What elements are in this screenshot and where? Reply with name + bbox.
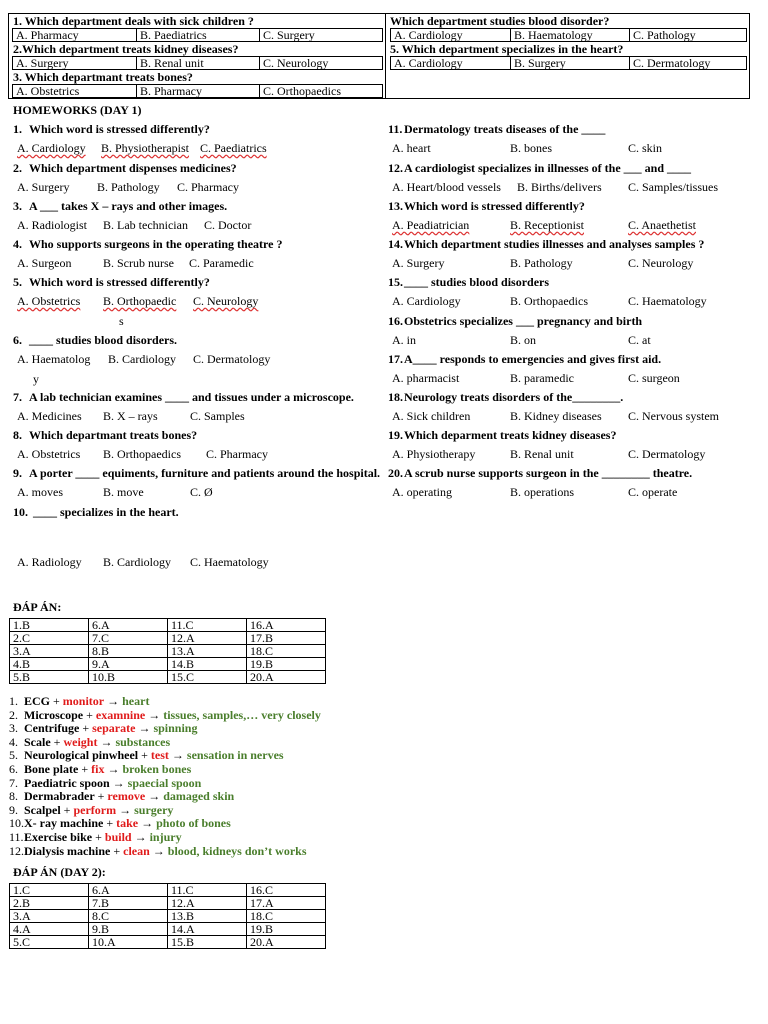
answer-cell: 12.A — [168, 632, 247, 645]
hw-question-4 — [13, 237, 282, 252]
hw-question-number: 16. — [388, 314, 403, 328]
hw-question-text: Which departmant treats bones? — [29, 428, 198, 442]
hw-option[interactable]: A. Obstetrics — [17, 294, 81, 308]
hw-option[interactable]: C. skin — [628, 141, 663, 155]
hw-option[interactable]: B. Renal unit — [510, 447, 574, 461]
hw-question-number: 13. — [388, 199, 403, 213]
answer-cell: 12.A — [168, 897, 247, 910]
hw-option[interactable]: C. Pharmacy — [206, 447, 268, 461]
equipment-action: clean — [123, 843, 150, 858]
hw-question-number: 3. — [13, 199, 22, 213]
hw-option[interactable]: C. Nervous system — [628, 409, 719, 423]
answer-cell: 3.A — [10, 645, 89, 658]
equipment-action: take — [116, 816, 139, 831]
hw-option[interactable]: B. Births/delivers — [517, 180, 602, 194]
hw-option[interactable]: B. on — [510, 333, 537, 347]
equipment-result: blood, kidneys don’t works — [167, 843, 307, 858]
hw-option[interactable]: A. Radiology — [17, 555, 82, 569]
answer-cell: 1.C — [10, 884, 89, 897]
box-option[interactable]: B. Pharmacy — [136, 85, 259, 97]
equipment-item — [9, 845, 321, 859]
equipment-number: 1. — [9, 694, 18, 708]
box-option[interactable]: A. Cardiology — [394, 29, 463, 41]
equipment-item — [9, 709, 321, 723]
plus-sign: + — [95, 829, 102, 844]
hw-option[interactable]: A. Haematolog — [17, 352, 91, 366]
answer-cell: 11.C — [168, 884, 247, 897]
hw-option[interactable]: A. heart — [392, 141, 431, 155]
hw-option[interactable]: C. surgeon — [628, 371, 680, 385]
hw-option[interactable]: B. Receptionist — [510, 218, 584, 232]
hw-question-12 — [388, 161, 691, 176]
arrow-right-icon: → — [134, 829, 147, 844]
hw-option[interactable]: B. Orthopaedics — [103, 447, 181, 461]
hw-option[interactable]: A. Cardiology — [392, 294, 461, 308]
hw-question-number: 8. — [13, 428, 22, 442]
equipment-name: ECG — [24, 694, 51, 708]
hw-question-number: 20. — [388, 466, 403, 480]
hw-option[interactable]: A. Peadiatrician — [392, 218, 470, 232]
table-row — [10, 897, 326, 910]
box-question: Which department studies blood disorder? — [390, 14, 610, 28]
hw-question-10 — [13, 505, 179, 520]
hw-option[interactable]: A. Heart/blood vessels — [392, 180, 501, 194]
hw-question-number: 14. — [388, 237, 403, 251]
equipment-number: 3. — [9, 721, 18, 736]
equipment-name: X- ray machine — [24, 816, 104, 831]
answer-cell: 6.A — [89, 884, 168, 897]
box-option[interactable]: B. Haematology — [510, 29, 629, 41]
hw-question-13 — [388, 199, 585, 214]
arrow-right-icon: → — [148, 789, 161, 804]
answers-table-day1 — [9, 618, 326, 684]
equipment-name: Scale — [24, 734, 51, 749]
hw-question-text: ____ specializes in the heart. — [33, 505, 179, 519]
equipment-list — [9, 695, 321, 858]
equipment-name: Centrifuge — [24, 721, 80, 736]
equipment-name: Exercise bike — [24, 829, 93, 844]
box-question: 1. Which department deals with sick children ? — [13, 14, 254, 28]
hw-question-text: Which word is stressed differently? — [29, 122, 210, 136]
hw-question-15 — [388, 275, 549, 290]
equipment-number: 11. — [9, 829, 24, 844]
arrow-right-icon: → — [152, 843, 165, 858]
plus-sign: + — [53, 734, 61, 749]
equipment-number: 5. — [9, 748, 18, 763]
quiz-box-right — [385, 14, 750, 98]
equipment-number: 10. — [9, 816, 24, 831]
equipment-result: substances — [115, 734, 171, 749]
quiz-box — [8, 13, 750, 99]
hw-question-number: 18. — [388, 390, 403, 404]
hw-option[interactable]: A. Obstetrics — [17, 447, 81, 461]
equipment-action: test — [150, 748, 169, 763]
equipment-result: surgery — [134, 802, 174, 817]
table-row — [10, 632, 326, 645]
hw-question-text: A ___ takes X – rays and other images. — [29, 199, 228, 213]
table-row — [10, 910, 326, 923]
equipment-number: 6. — [9, 761, 18, 776]
equipment-item — [9, 695, 321, 709]
box-options — [390, 28, 747, 42]
hw-question-text: A porter ____ equiments, furniture and patients around the hospital. — [29, 466, 381, 480]
box-option[interactable]: A. Obstetrics — [16, 85, 80, 97]
hw-option-wrap: y — [33, 372, 39, 386]
equipment-action: weight — [63, 734, 98, 749]
plus-sign: + — [97, 789, 105, 804]
arrow-right-icon: → — [148, 707, 161, 722]
hw-option[interactable]: C. operate — [628, 485, 678, 499]
hw-option[interactable]: C. Haematology — [628, 294, 707, 308]
equipment-result: photo of bones — [156, 816, 231, 831]
hw-question-text: Which word is stressed differently? — [404, 199, 585, 213]
hw-question-7 — [13, 390, 354, 405]
equipment-item — [9, 777, 321, 791]
hw-question-text: A scrub nurse supports surgeon in the ________ theatre. — [404, 466, 693, 480]
hw-option[interactable]: A. Surgeon — [17, 256, 72, 270]
plus-sign: + — [106, 816, 114, 831]
hw-question-number: 9. — [13, 466, 22, 480]
hw-question-text: Neurology treats disorders of the________. — [404, 390, 624, 404]
answer-cell: 20.A — [247, 936, 326, 949]
box-option[interactable]: C. Dermatology — [629, 57, 746, 69]
answer-cell: 16.C — [247, 884, 326, 897]
hw-option[interactable]: C. Paediatrics — [200, 141, 267, 155]
hw-option[interactable]: A. Surgery — [17, 180, 70, 194]
box-options — [12, 84, 383, 98]
hw-question-1 — [13, 122, 210, 137]
answer-cell: 19.B — [247, 658, 326, 671]
hw-question-text: ____ studies blood disorders. — [29, 333, 178, 347]
answers-table-day2 — [9, 883, 326, 949]
equipment-name: Scalpel — [24, 802, 61, 817]
equipment-item — [9, 763, 321, 777]
hw-option[interactable]: C. Samples/tissues — [628, 180, 719, 194]
box-option[interactable]: C. Neurology — [259, 57, 382, 69]
answer-cell: 16.A — [247, 619, 326, 632]
box-option[interactable]: A. Cardiology — [394, 57, 463, 69]
hw-question-3 — [13, 199, 227, 214]
hw-question-5 — [13, 275, 210, 290]
equipment-action: fix — [91, 761, 105, 776]
equipment-item — [9, 817, 321, 831]
equipment-result: damaged skin — [163, 789, 235, 804]
equipment-action: separate — [92, 721, 136, 736]
hw-option[interactable]: B. Scrub nurse — [103, 256, 174, 270]
equipment-result: broken bones — [122, 761, 192, 776]
hw-option[interactable]: A. moves — [17, 485, 63, 499]
equipment-name: Microscope — [24, 707, 84, 722]
answer-cell: 14.B — [168, 658, 247, 671]
equipment-item — [9, 831, 321, 845]
equipment-item — [9, 804, 321, 818]
table-row — [10, 619, 326, 632]
plus-sign: + — [86, 707, 93, 722]
box-option[interactable]: C. Orthopaedics — [259, 85, 382, 97]
arrow-right-icon: → — [107, 761, 120, 776]
plus-sign: + — [141, 748, 148, 763]
box-option[interactable]: B. Surgery — [510, 57, 629, 69]
equipment-item — [9, 736, 321, 750]
answer-cell: 2.B — [10, 897, 89, 910]
equipment-name: Neurological pinwheel — [24, 748, 139, 763]
homework-title: HOMEWORKS (DAY 1) — [13, 103, 142, 117]
answer-cell: 7.B — [89, 897, 168, 910]
hw-question-text: Which word is stressed differently? — [29, 275, 210, 289]
box-question: 5. Which department specializes in the heart? — [390, 42, 624, 56]
hw-question-text: ____ studies blood disorders — [404, 275, 550, 289]
arrow-right-icon: → — [171, 748, 184, 763]
equipment-action: monitor — [62, 694, 105, 708]
arrow-right-icon: → — [119, 802, 132, 817]
answer-cell: 6.A — [89, 619, 168, 632]
hw-option[interactable]: A. Surgery — [392, 256, 445, 270]
hw-option[interactable]: C. Dermatology — [628, 447, 706, 461]
answer-cell: 7.C — [89, 632, 168, 645]
hw-question-number: 2. — [13, 161, 22, 175]
answer-cell: 5.B — [10, 671, 89, 684]
answer-cell: 1.B — [10, 619, 89, 632]
table-row — [10, 671, 326, 684]
box-option[interactable]: B. Renal unit — [136, 57, 259, 69]
table-row — [10, 645, 326, 658]
hw-option[interactable]: C. Anaethetist — [628, 218, 696, 232]
box-options — [390, 56, 747, 70]
answer-cell: 20.A — [247, 671, 326, 684]
hw-option[interactable]: A. Radiologist — [17, 218, 88, 232]
hw-option[interactable]: A. operating — [392, 485, 452, 499]
answer-cell: 8.B — [89, 645, 168, 658]
equipment-result: spinning — [153, 721, 198, 736]
hw-option[interactable]: B. Physiotherapist — [101, 141, 190, 155]
hw-question-number: 6. — [13, 333, 22, 347]
equipment-result: spaecial spoon — [127, 775, 202, 790]
answer-cell: 10.B — [89, 671, 168, 684]
box-question: 2.Which department treats kidney diseases? — [13, 42, 239, 56]
equipment-name: Dialysis machine — [24, 843, 111, 858]
answer-cell: 8.C — [89, 910, 168, 923]
hw-option-wrap: s — [119, 314, 124, 328]
plus-sign: + — [81, 761, 89, 776]
arrow-right-icon: → — [107, 694, 120, 708]
hw-option[interactable]: B. bones — [510, 141, 552, 155]
hw-option[interactable]: C. Doctor — [204, 218, 252, 232]
box-option[interactable]: C. Pathology — [629, 29, 746, 41]
answer-cell: 13.B — [168, 910, 247, 923]
hw-question-number: 10. — [13, 505, 28, 519]
hw-option[interactable]: C. Ø — [190, 485, 213, 499]
hw-question-text: Dermatology treats diseases of the ____ — [404, 122, 606, 136]
hw-question-text: A____ responds to emergencies and gives first aid. — [404, 352, 662, 366]
equipment-number: 2. — [9, 707, 18, 722]
answer-cell: 4.A — [10, 923, 89, 936]
hw-question-text: Who supports surgeons in the operating theatre ? — [29, 237, 283, 251]
equipment-name: Dermabrader — [24, 789, 95, 804]
hw-question-number: 19. — [388, 428, 403, 442]
hw-option[interactable]: A. in — [392, 333, 416, 347]
table-row — [10, 923, 326, 936]
answer-cell: 18.C — [247, 645, 326, 658]
answer-cell: 3.A — [10, 910, 89, 923]
hw-question-8 — [13, 428, 197, 443]
answer-cell: 15.B — [168, 936, 247, 949]
hw-question-text: Which department dispenses medicines? — [29, 161, 237, 175]
hw-option[interactable]: B. Pathology — [97, 180, 160, 194]
equipment-result: sensation in nerves — [186, 748, 284, 763]
equipment-item — [9, 722, 321, 736]
equipment-action: perform — [73, 802, 117, 817]
box-options — [12, 56, 383, 70]
hw-option[interactable]: B. Cardiology — [108, 352, 176, 366]
hw-question-18 — [388, 390, 623, 405]
hw-option[interactable]: C. at — [628, 333, 651, 347]
answer-cell: 17.B — [247, 632, 326, 645]
hw-question-6 — [13, 333, 177, 348]
answer-cell: 14.A — [168, 923, 247, 936]
hw-question-text: A cardiologist specializes in illnesses of the ___ and ____ — [404, 161, 692, 175]
hw-option[interactable]: B. Orthopaedics — [510, 294, 588, 308]
plus-sign: + — [113, 843, 121, 858]
plus-sign: + — [63, 802, 71, 817]
answer-cell: 18.C — [247, 910, 326, 923]
hw-option[interactable]: C. Haematology — [190, 555, 269, 569]
hw-question-14 — [388, 237, 704, 252]
answer-cell: 11.C — [168, 619, 247, 632]
table-row — [10, 884, 326, 897]
hw-option[interactable]: B. Kidney diseases — [510, 409, 602, 423]
hw-option[interactable]: A. Cardiology — [17, 141, 86, 155]
hw-option[interactable]: B. Pathology — [510, 256, 573, 270]
hw-option[interactable]: C. Neurology — [193, 294, 259, 308]
hw-question-number: 11. — [388, 122, 403, 136]
hw-question-number: 17. — [388, 352, 403, 366]
answer-cell: 2.C — [10, 632, 89, 645]
equipment-name: Paediatric spoon — [24, 775, 110, 790]
box-option[interactable]: C. Surgery — [259, 29, 382, 41]
hw-option[interactable]: C. Pharmacy — [177, 180, 239, 194]
box-option[interactable]: A. Surgery — [16, 57, 69, 69]
table-row — [10, 658, 326, 671]
hw-question-number: 4. — [13, 237, 22, 251]
arrow-right-icon: → — [138, 721, 151, 736]
equipment-number: 9. — [9, 802, 18, 817]
answer-cell: 17.A — [247, 897, 326, 910]
answers-title-day2: ĐÁP ÁN (DAY 2): — [13, 865, 106, 879]
hw-option[interactable]: B. Cardiology — [103, 555, 171, 569]
hw-question-9 — [13, 466, 380, 481]
table-row — [10, 936, 326, 949]
arrow-right-icon: → — [141, 816, 154, 831]
equipment-item — [9, 749, 321, 763]
hw-question-text: Which deparment treats kidney diseases? — [404, 428, 617, 442]
answer-cell: 15.C — [168, 671, 247, 684]
hw-question-number: 7. — [13, 390, 22, 404]
hw-question-number: 12. — [388, 161, 403, 175]
hw-question-17 — [388, 352, 661, 367]
equipment-item — [9, 790, 321, 804]
box-option[interactable]: B. Paediatrics — [136, 29, 259, 41]
hw-option[interactable]: C. Neurology — [628, 256, 694, 270]
hw-question-number: 1. — [13, 122, 22, 136]
hw-option[interactable]: C. Paramedic — [189, 256, 254, 270]
hw-question-number: 15. — [388, 275, 403, 289]
answer-cell: 13.A — [168, 645, 247, 658]
answers-title: ĐÁP ÁN: — [13, 600, 62, 614]
box-options — [12, 28, 383, 42]
hw-option[interactable]: A. Medicines — [17, 409, 82, 423]
hw-question-20 — [388, 466, 692, 481]
hw-question-11 — [388, 122, 605, 137]
hw-option[interactable]: B. paramedic — [510, 371, 574, 385]
hw-question-number: 5. — [13, 275, 22, 289]
answer-cell: 9.B — [89, 923, 168, 936]
equipment-number: 8. — [9, 789, 18, 804]
answer-cell: 9.A — [89, 658, 168, 671]
equipment-number: 12. — [9, 843, 24, 858]
arrow-right-icon: → — [112, 775, 125, 790]
hw-option[interactable]: B. operations — [510, 485, 574, 499]
equipment-result: heart — [122, 694, 150, 708]
plus-sign: + — [53, 694, 60, 708]
hw-option[interactable]: B. move — [103, 485, 144, 499]
hw-question-text: Which department studies illnesses and analyses samples ? — [404, 237, 705, 251]
equipment-action: build — [104, 829, 132, 844]
hw-option[interactable]: C. Dermatology — [193, 352, 271, 366]
hw-option[interactable]: A. Sick children — [392, 409, 471, 423]
equipment-number: 7. — [9, 775, 18, 790]
equipment-result: tissues, samples,… very closely — [163, 707, 321, 722]
equipment-number: 4. — [9, 734, 18, 749]
equipment-name: Bone plate — [24, 761, 79, 776]
answer-cell: 10.A — [89, 936, 168, 949]
arrow-right-icon: → — [100, 734, 113, 749]
hw-option[interactable]: B. X – rays — [103, 409, 158, 423]
hw-question-text: Obstetrics specializes ___ pregnancy and birth — [404, 314, 643, 328]
hw-question-19 — [388, 428, 616, 443]
hw-option[interactable]: B. Lab technician — [103, 218, 188, 232]
hw-question-2 — [13, 161, 237, 176]
equipment-result: injury — [149, 829, 182, 844]
answer-cell: 5.C — [10, 936, 89, 949]
box-question: 3. Which departmant treats bones? — [13, 70, 193, 84]
hw-option[interactable]: C. Samples — [190, 409, 245, 423]
equipment-action: remove — [107, 789, 146, 804]
hw-option[interactable]: B. Orthopaedic — [103, 294, 177, 308]
answer-cell: 19.B — [247, 923, 326, 936]
hw-option[interactable]: A. pharmacist — [392, 371, 460, 385]
equipment-action: examnine — [95, 707, 146, 722]
hw-option[interactable]: A. Physiotherapy — [392, 447, 476, 461]
hw-question-text: A lab technician examines ____ and tissues under a microscope. — [29, 390, 354, 404]
answer-cell: 4.B — [10, 658, 89, 671]
box-option[interactable]: A. Pharmacy — [16, 29, 79, 41]
plus-sign: + — [82, 721, 90, 736]
hw-question-16 — [388, 314, 642, 329]
